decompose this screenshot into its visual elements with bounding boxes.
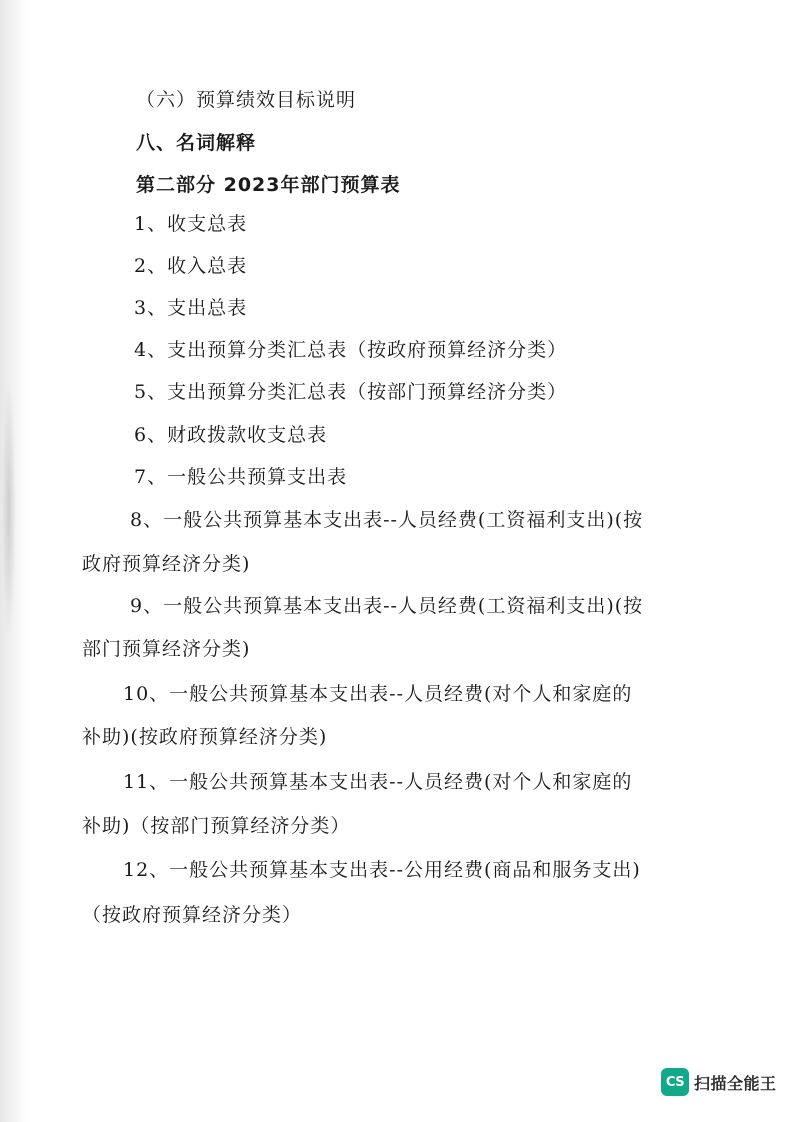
section-8-heading: 八、名词解释 [136,132,257,154]
list-item-9-line2: 部门预算经济分类) [82,638,251,660]
list-item: 4、支出预算分类汇总表（按政府预算经济分类） [134,339,568,361]
list-item-12-line2: （按政府预算经济分类） [82,904,303,926]
section-6-heading: （六）预算绩效目标说明 [136,89,357,111]
list-item-10-line2: 补助)(按政府预算经济分类) [82,726,328,748]
list-item-10-line1: 10、一般公共预算基本支出表--人员经费(对个人和家庭的 [123,683,633,705]
scanner-watermark [661,1066,777,1098]
part-2-title: 第二部分 2023年部门预算表 [136,174,401,196]
list-item: 6、财政拨款收支总表 [134,424,328,446]
list-item-11-line1: 11、一般公共预算基本支出表--人员经费(对个人和家庭的 [123,771,633,793]
camscanner-logo-icon: CS [661,1068,689,1096]
list-item-8-line1: 8、一般公共预算基本支出表--人员经费(工资福利支出)(按 [130,509,644,531]
list-item-9-line1: 9、一般公共预算基本支出表--人员经费(工资福利支出)(按 [130,595,644,617]
list-item-12-line1: 12、一般公共预算基本支出表--公用经费(商品和服务支出) [123,859,641,881]
list-item-8-line2: 政府预算经济分类) [82,553,251,575]
list-item: 1、收支总表 [134,213,248,235]
list-item: 3、支出总表 [134,297,248,319]
watermark-text: 扫描全能王 [694,1073,777,1093]
list-item: 5、支出预算分类汇总表（按部门预算经济分类） [134,381,568,403]
list-item-11-line2: 补助)（按部门预算经济分类） [82,815,351,837]
list-item: 2、收入总表 [134,255,248,277]
list-item: 7、一般公共预算支出表 [134,466,348,488]
